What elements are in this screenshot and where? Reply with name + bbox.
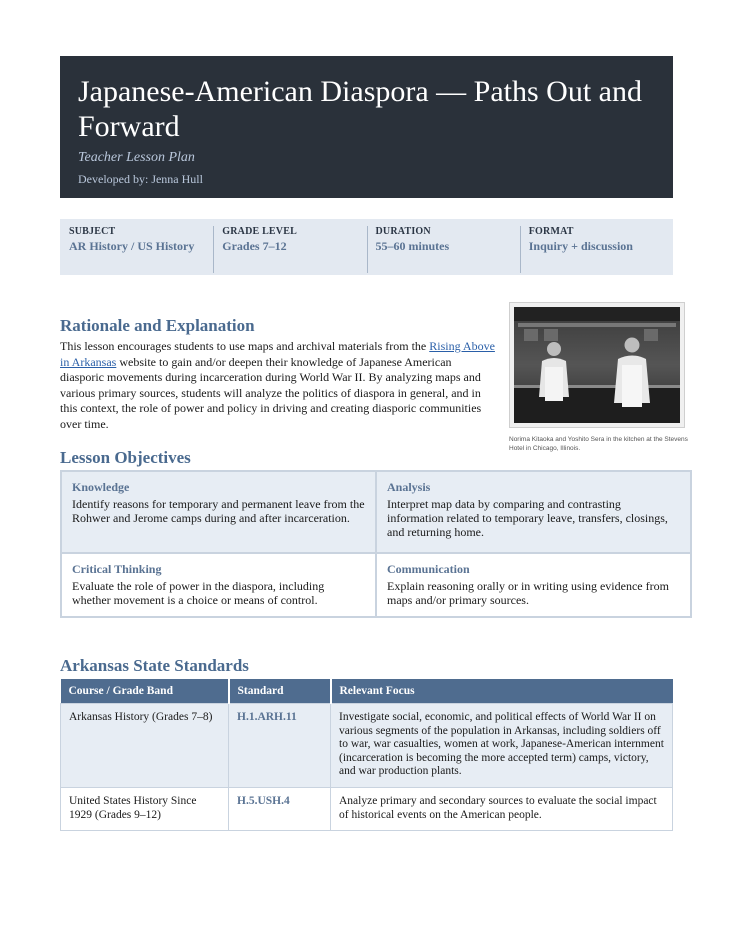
developer-credit: Developed by: Jenna Hull	[78, 172, 203, 186]
objective-title: Communication	[387, 562, 470, 576]
meta-value: Grades 7–12	[222, 239, 287, 253]
meta-label: SUBJECT	[69, 226, 116, 237]
standard-code-cell: H.5.USH.4	[229, 787, 331, 830]
meta-grade-level	[213, 219, 366, 275]
objective-text: Evaluate the role of power in the diaspora, including whether movement is a choice or means of control.	[72, 579, 325, 608]
course-cell: United States History Since 1929 (Grades 9–12)	[61, 787, 229, 830]
meta-value: AR History / US History	[69, 239, 195, 253]
photo-caption: Norima Kitaoka and Yoshito Sera in the kitchen at the Stevens Hotel in Chicago, Illinois.	[509, 436, 688, 452]
course-cell: Arkansas History (Grades 7–8)	[61, 704, 229, 788]
column-header-focus: Relevant Focus	[331, 679, 673, 704]
rising-above-link[interactable]: Rising Above in Arkansas	[60, 339, 495, 369]
meta-value: 55–60 minutes	[375, 239, 450, 253]
standards-table	[60, 679, 673, 831]
column-header-standard: Standard	[229, 679, 331, 704]
standard-code-cell: H.1.ARH.11	[229, 704, 331, 788]
objectives-grid	[60, 470, 692, 618]
kitchen-photo	[509, 302, 685, 428]
rationale-text-end: website to gain and/or deepen their knowledge of Japanese American diasporic movements during incarceration during World War II. By analyzing maps and various primary sources, students will analyze the politics of diaspora in general, and in this context, the role of power and policy in driving and creating diasporic communities over time.	[60, 354, 482, 431]
rationale-text-start: This lesson encourages students to use maps and archival materials from the	[60, 339, 430, 353]
table-header-row	[61, 679, 673, 704]
table-row	[61, 787, 673, 830]
meta-label: GRADE LEVEL	[222, 226, 297, 237]
meta-format	[520, 219, 673, 275]
meta-subject	[60, 219, 213, 275]
objective-title: Analysis	[387, 480, 431, 494]
focus-cell: Investigate social, economic, and political effects of World War II on various segments of the population in Arkansas, including soldiers off to war, war casualties, women at work, Japanese-American internment (incarceration is becoming the more accepted term) camps, victory, and war production plants.	[331, 704, 673, 788]
objective-critical-thinking	[61, 553, 376, 617]
objective-analysis	[376, 471, 691, 553]
page-subtitle: Teacher Lesson Plan	[78, 150, 195, 165]
objective-text: Interpret map data by comparing and contrasting information related to temporary leave, transfers, closings, and returning home.	[387, 497, 668, 540]
lesson-meta-bar	[60, 219, 673, 275]
rationale-paragraph	[60, 339, 498, 433]
meta-label: DURATION	[375, 226, 431, 237]
rationale-heading: Rationale and Explanation	[60, 316, 255, 335]
objective-text: Identify reasons for temporary and permanent leave from the Rohwer and Jerome camps during and after incarceration.	[72, 497, 365, 526]
page-title: Japanese-American Diaspora — Paths Out and Forward	[78, 75, 642, 143]
meta-value: Inquiry + discussion	[528, 239, 633, 253]
objective-knowledge	[61, 471, 376, 553]
photo-image	[514, 307, 680, 423]
focus-cell: Analyze primary and secondary sources to evaluate the social impact of historical events on the American people.	[331, 787, 673, 830]
objective-title: Critical Thinking	[72, 562, 162, 576]
meta-duration	[367, 219, 520, 275]
objectives-heading: Lesson Objectives	[60, 448, 191, 467]
meta-label: FORMAT	[528, 226, 574, 237]
table-row	[61, 704, 673, 788]
objective-text: Explain reasoning orally or in writing using evidence from maps and/or primary sources.	[387, 579, 669, 608]
objective-title: Knowledge	[72, 480, 130, 494]
objective-communication	[376, 553, 691, 617]
title-banner	[60, 56, 673, 198]
column-header-course: Course / Grade Band	[61, 679, 229, 704]
standards-heading: Arkansas State Standards	[60, 656, 249, 675]
